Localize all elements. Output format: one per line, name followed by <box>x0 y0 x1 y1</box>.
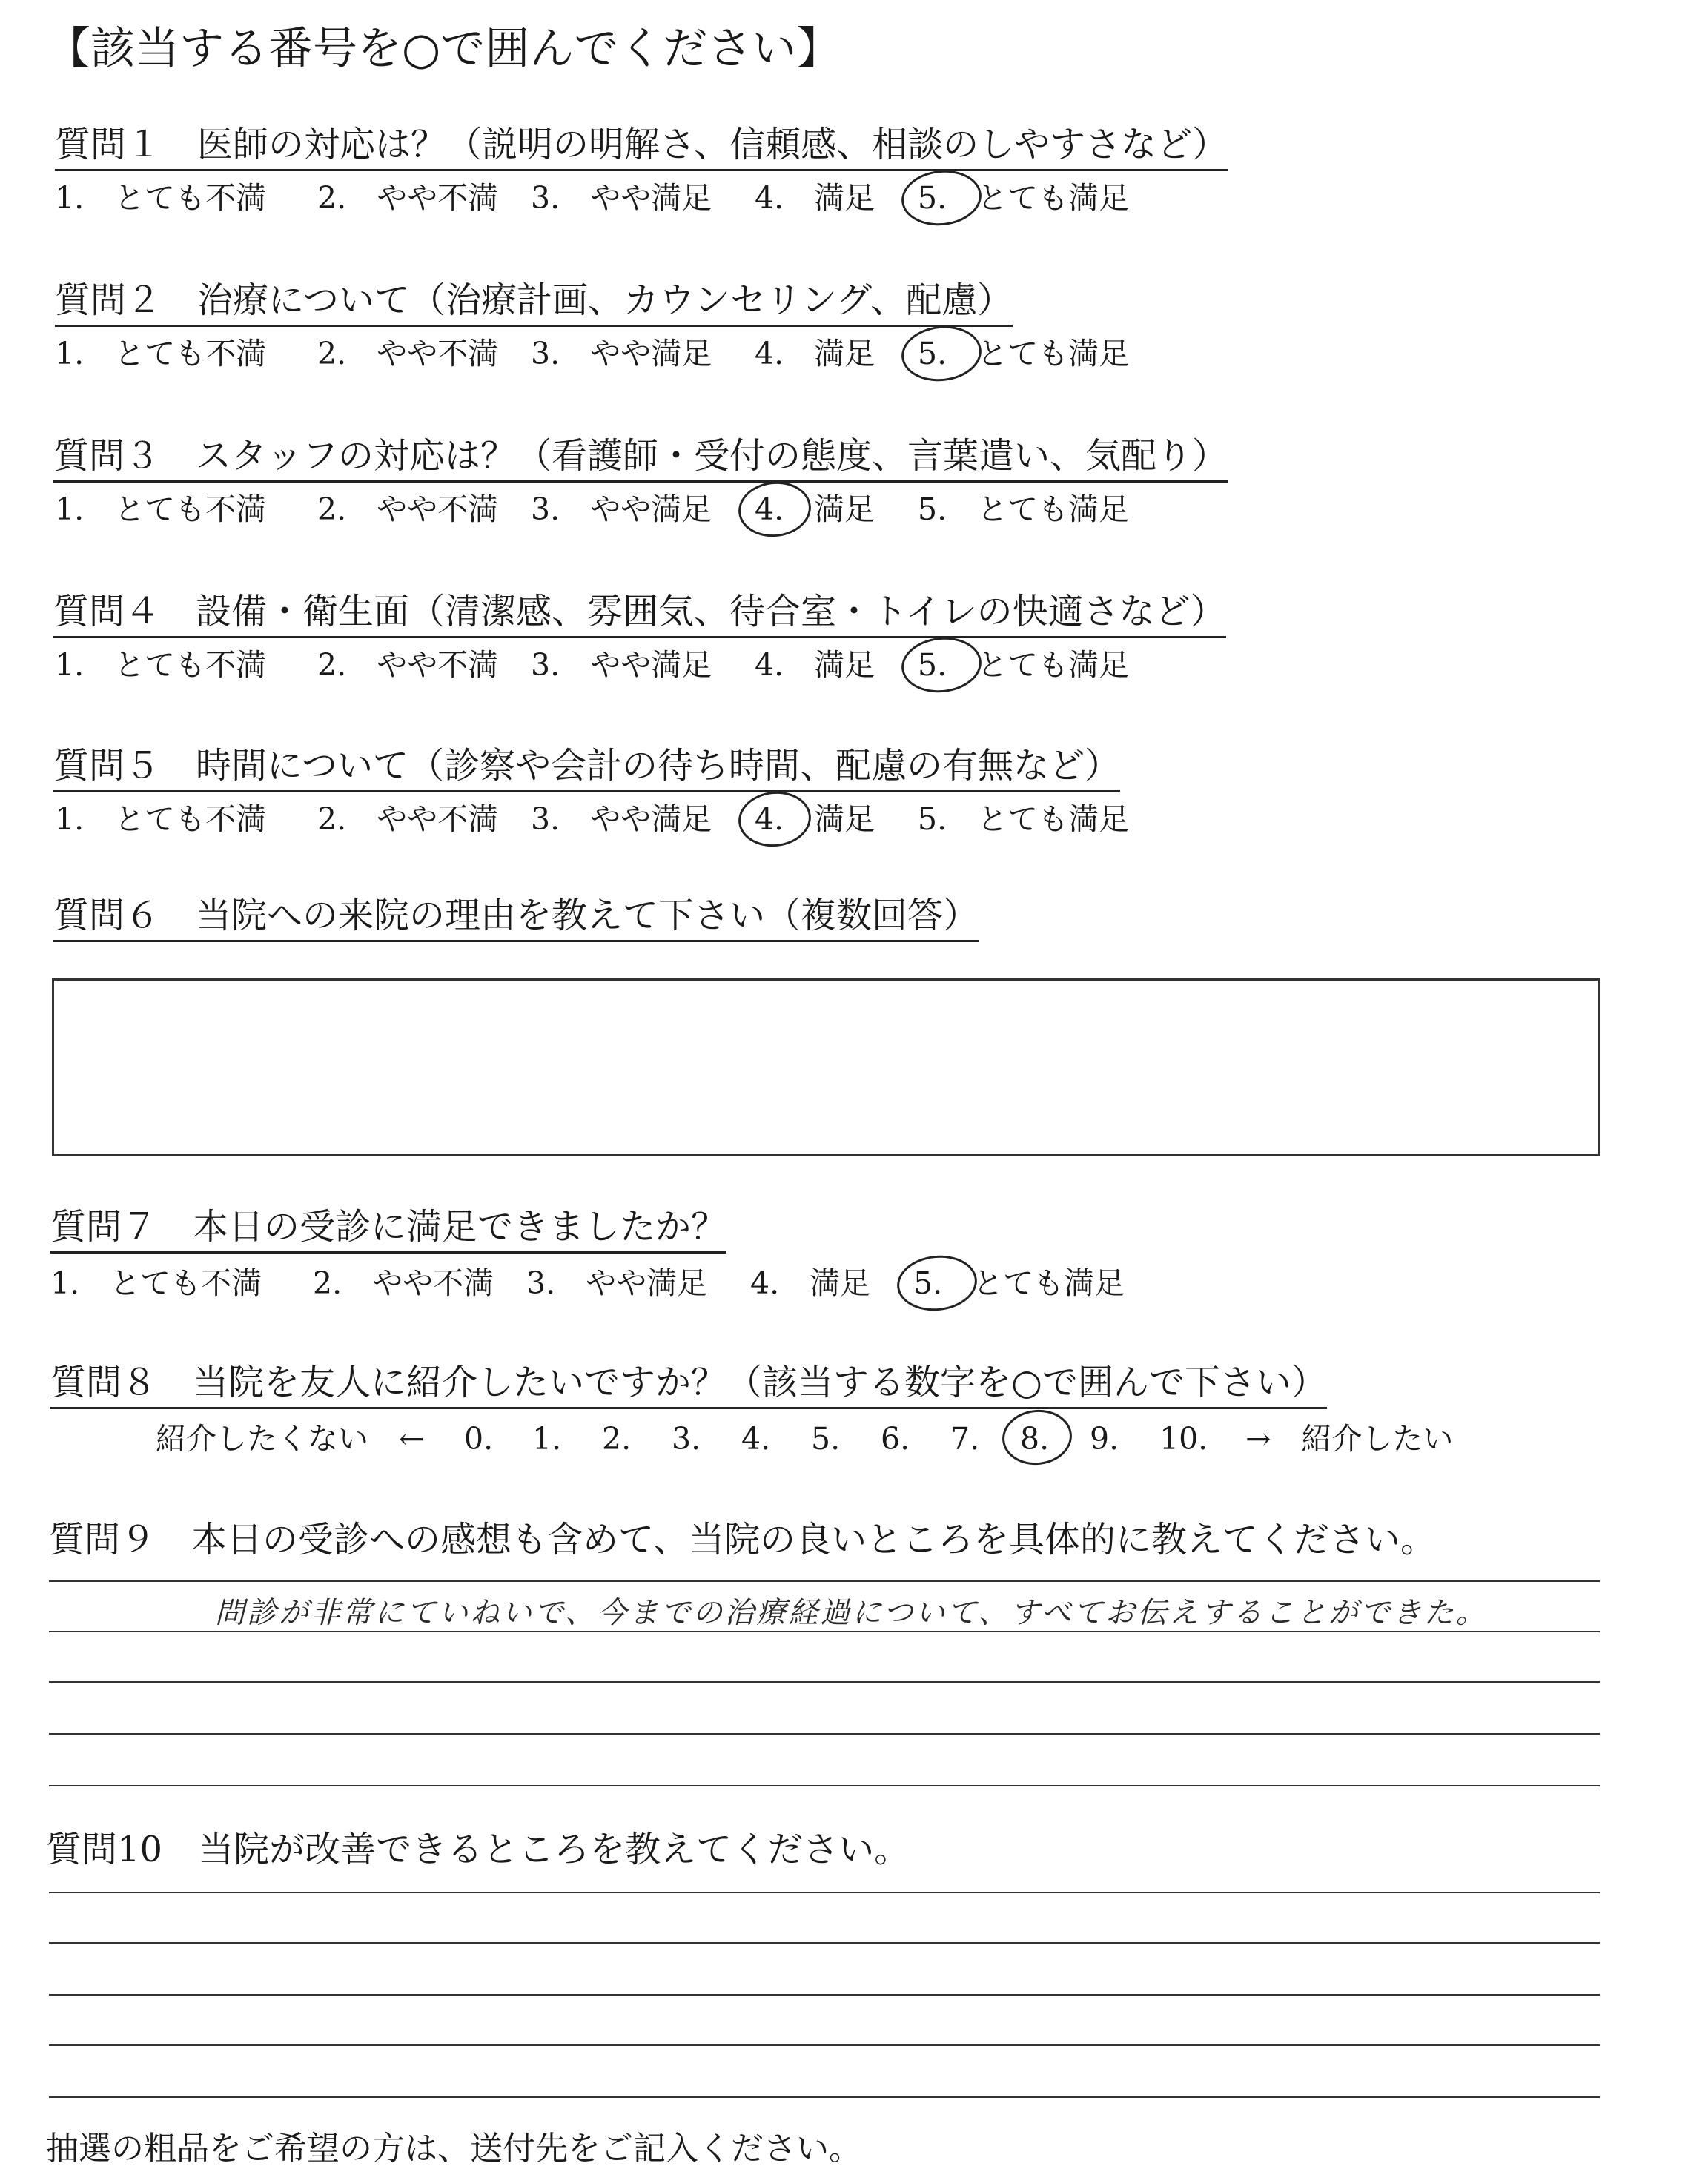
q5-option-2[interactable]: 2. やや不満 <box>317 801 499 837</box>
q8-number-4[interactable]: 4. <box>741 1421 771 1457</box>
question-10-line <box>49 1942 1600 1944</box>
question-4-title: 質問４ 設備・衛生面（清潔感、雰囲気、待合室・トイレの快適さなど） <box>53 590 1226 638</box>
q8-number-5[interactable]: 5. <box>811 1421 841 1457</box>
question-8-title: 質問８ 当院を友人に紹介したいですか？（該当する数字を○で囲んで下さい） <box>50 1361 1327 1409</box>
q8-number-1[interactable]: 1. <box>532 1421 562 1457</box>
question-10-line <box>49 2044 1600 2046</box>
q8-number-8[interactable]: 8. <box>1020 1421 1050 1457</box>
q8-number-3[interactable]: 3. <box>672 1421 701 1457</box>
question-10-line <box>49 1892 1600 1893</box>
question-9-line <box>49 1785 1600 1786</box>
form-heading: 【該当する番号を○で囲んでください】 <box>46 23 841 75</box>
q4-option-3[interactable]: 3. やや満足 <box>531 647 712 683</box>
q2-option-3[interactable]: 3. やや満足 <box>531 336 712 371</box>
q4-option-2[interactable]: 2. やや不満 <box>317 647 499 683</box>
question-6-title: 質問６ 当院への来院の理由を教えて下さい（複数回答） <box>53 894 979 942</box>
q8-number-7[interactable]: 7. <box>950 1421 980 1457</box>
q1-option-3[interactable]: 3. やや満足 <box>531 180 712 216</box>
q2-option-4[interactable]: 4. 満足 <box>755 336 875 371</box>
q7-option-1[interactable]: 1. とても不満 <box>50 1265 262 1301</box>
question-9-title: 質問９ 本日の受診への感想も含めて、当院の良いところを具体的に教えてください。 <box>49 1519 1437 1560</box>
question-5-title: 質問５ 時間について（診察や会計の待ち時間、配慮の有無など） <box>53 744 1120 792</box>
q5-selection-circle <box>735 788 813 850</box>
q5-option-3[interactable]: 3. やや満足 <box>531 801 712 837</box>
q5-option-4[interactable]: 4. 満足 <box>755 801 875 837</box>
q3-option-1[interactable]: 1. とても不満 <box>55 491 267 527</box>
q3-option-3[interactable]: 3. やや満足 <box>531 491 712 527</box>
q3-option-2[interactable]: 2. やや不満 <box>317 491 499 527</box>
q2-option-1[interactable]: 1. とても不満 <box>55 336 267 371</box>
q7-option-3[interactable]: 3. やや満足 <box>526 1265 708 1301</box>
q7-selection-circle <box>894 1252 979 1315</box>
q8-right-label: → 紹介したい <box>1245 1421 1454 1457</box>
q4-selection-circle <box>898 634 984 697</box>
q8-number-2[interactable]: 2. <box>602 1421 632 1457</box>
q1-option-5[interactable]: 5. とても満足 <box>918 180 1130 216</box>
q1-option-1[interactable]: 1. とても不満 <box>55 180 267 216</box>
question-10-line <box>49 2096 1600 2098</box>
q2-option-2[interactable]: 2. やや不満 <box>317 336 499 371</box>
q5-option-1[interactable]: 1. とても不満 <box>55 801 267 837</box>
q1-selection-circle <box>898 167 984 230</box>
footer-note: 抽選の粗品をご希望の方は、送付先をご記入ください。 <box>46 2130 861 2168</box>
question-10-title: 質問10 当院が改善できるところを教えてください。 <box>46 1829 910 1870</box>
question-7-title: 質問７ 本日の受診に満足できましたか？ <box>50 1205 726 1254</box>
q8-number-9[interactable]: 9. <box>1090 1421 1119 1457</box>
question-1-title: 質問１ 医師の対応は？（説明の明解さ、信頼感、相談のしやすさなど） <box>55 123 1228 171</box>
q7-option-4[interactable]: 4. 満足 <box>750 1265 871 1301</box>
q1-option-4[interactable]: 4. 満足 <box>755 180 875 216</box>
q3-option-5[interactable]: 5. とても満足 <box>918 491 1130 527</box>
q5-option-5[interactable]: 5. とても満足 <box>918 801 1130 837</box>
question-9-line <box>49 1631 1600 1632</box>
question-9-line <box>49 1580 1600 1582</box>
q7-option-2[interactable]: 2. やや不満 <box>313 1265 494 1301</box>
q8-selection-circle <box>999 1406 1074 1468</box>
q4-option-1[interactable]: 1. とても不満 <box>55 647 267 683</box>
question-9-line <box>49 1733 1600 1735</box>
q2-selection-circle <box>898 322 984 385</box>
question-9-line <box>49 1681 1600 1683</box>
q4-option-5[interactable]: 5. とても満足 <box>918 647 1130 683</box>
question-3-title: 質問３ スタッフの対応は？（看護師・受付の態度、言葉遣い、気配り） <box>53 434 1228 483</box>
q7-option-5[interactable]: 5. とても満足 <box>913 1265 1125 1301</box>
q4-option-4[interactable]: 4. 満足 <box>755 647 875 683</box>
question-10-line <box>49 1994 1600 1996</box>
question-9-answer[interactable]: 問診が非常にていねいで、今までの治療経過について、すべてお伝えすることができた。 <box>215 1596 1488 1630</box>
q2-option-5[interactable]: 5. とても満足 <box>918 336 1130 371</box>
q8-left-label: 紹介したくない ← <box>156 1421 425 1457</box>
q3-selection-circle <box>735 478 813 540</box>
q3-option-4[interactable]: 4. 満足 <box>755 491 875 527</box>
q8-number-0[interactable]: 0. <box>464 1421 494 1457</box>
question-6-answer-box[interactable] <box>52 978 1600 1156</box>
q1-option-2[interactable]: 2. やや不満 <box>317 180 499 216</box>
question-2-title: 質問２ 治療について（治療計画、カウンセリング、配慮） <box>55 279 1013 327</box>
q8-number-6[interactable]: 6. <box>881 1421 910 1457</box>
q8-number-10[interactable]: 10. <box>1159 1421 1208 1457</box>
